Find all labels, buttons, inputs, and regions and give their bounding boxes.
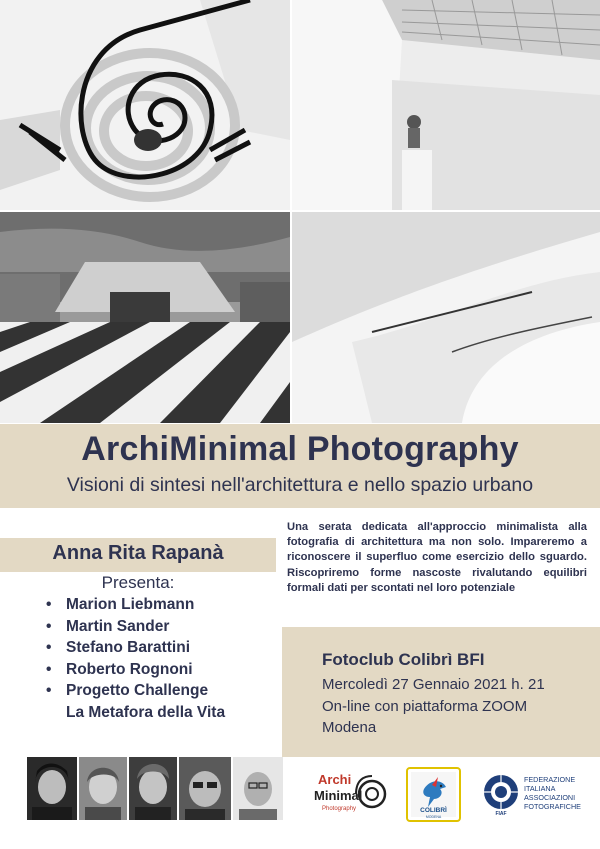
svg-text:FIAF: FIAF <box>495 811 507 816</box>
presents-label: Presenta: <box>101 573 175 592</box>
portrait-5 <box>233 757 283 820</box>
photo-white-gallery <box>292 0 600 210</box>
svg-text:Archi: Archi <box>318 772 352 787</box>
svg-text:FOTOGRAFICHE: FOTOGRAFICHE <box>524 802 581 811</box>
author-name: Anna Rita Rapanà <box>52 542 224 564</box>
speaker-portraits <box>27 757 283 820</box>
portrait-1 <box>27 757 77 820</box>
club-name: Fotoclub Colibrì BFI <box>322 650 485 669</box>
svg-text:FEDERAZIONE: FEDERAZIONE <box>524 775 576 784</box>
speaker-item: • Progetto Challenge <box>46 680 225 702</box>
svg-text:COLIBRÌ: COLIBRÌ <box>420 807 447 814</box>
svg-text:ASSOCIAZIONI: ASSOCIAZIONI <box>524 793 576 802</box>
speaker-item: • Stefano Barattini <box>46 637 225 659</box>
svg-text:Photography: Photography <box>322 806 357 812</box>
fiaf-logo <box>482 772 586 816</box>
speaker-item: • Martin Sander <box>46 616 225 638</box>
speaker-item: • Marion Liebmann <box>46 594 225 616</box>
portrait-2 <box>79 757 127 820</box>
event-city: Modena <box>322 719 377 736</box>
svg-text:ITALIANA: ITALIANA <box>524 784 556 793</box>
svg-text:Minimal: Minimal <box>314 788 363 803</box>
speakers-list <box>46 594 225 723</box>
photo-white-curves <box>292 212 600 423</box>
event-platform: On-line con piattaforma ZOOM <box>322 698 528 715</box>
svg-text:MODENA: MODENA <box>425 815 442 819</box>
colibri-logo <box>406 767 461 822</box>
page-title: ArchiMinimal Photography <box>81 430 519 468</box>
page-subtitle: Visioni di sintesi nell'architettura e nello spazio urbano <box>66 474 534 496</box>
photo-spiral-staircase <box>0 0 290 210</box>
archiminimal-logo <box>312 762 392 824</box>
portrait-4 <box>179 757 231 820</box>
photo-striped-plaza <box>0 212 290 423</box>
speaker-item-continued: La Metafora della Vita <box>66 703 226 721</box>
speaker-item: • Roberto Rognoni <box>46 659 225 681</box>
event-description: Una serata dedicata all'approccio minimalista alla fotografia di architettura ma non solo. Impareremo a riconoscere il superfluo come esercizio dello sguardo. Riscopriremo forme nascoste rivalutando equilibri formali dati per scontati nel loro potenziale <box>287 521 587 594</box>
event-date: Mercoledì 27 Gennaio 2021 h. 21 <box>322 676 545 693</box>
portrait-3 <box>129 757 177 820</box>
